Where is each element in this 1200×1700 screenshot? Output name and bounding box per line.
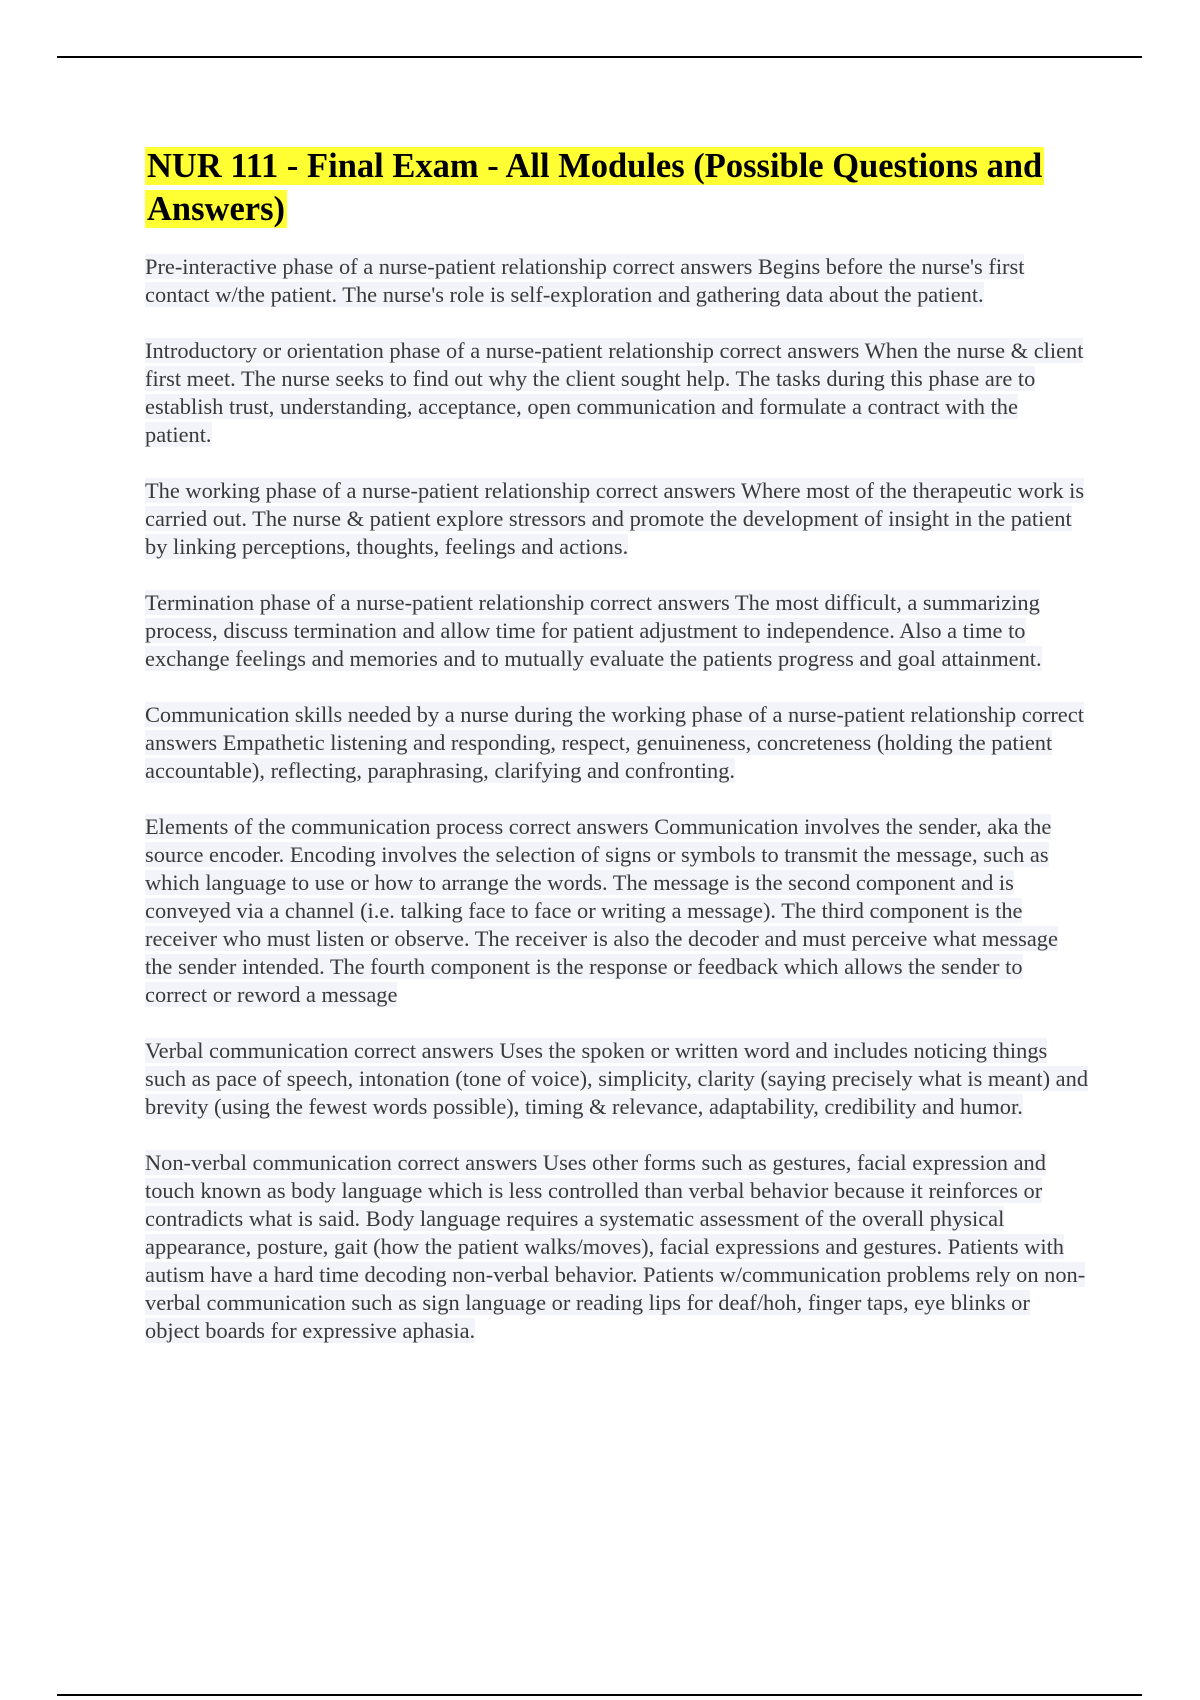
- document-title: [145, 145, 1090, 231]
- qa-entry-text: The working phase of a nurse-patient relationship correct answers Where most of the therapeutic work is carried out. The nurse & patient explore stressors and promote the development of insight in the patient by linking perceptions, thoughts, feelings and actions.: [145, 478, 1085, 559]
- qa-entry: [145, 813, 1090, 1009]
- document-title-text: NUR 111 - Final Exam - All Modules (Possible Questions and Answers): [147, 147, 1043, 228]
- qa-entry: [145, 701, 1090, 785]
- qa-entry: [145, 337, 1090, 449]
- qa-entry: [145, 589, 1090, 673]
- qa-entry-text: Introductory or orientation phase of a nurse-patient relationship correct answers When the nurse & client first meet. The nurse seeks to find out why the client sought help. The tasks during this phase are to establish trust, understanding, acceptance, open communication and formulate a contract with the patient.: [145, 338, 1084, 447]
- qa-entry: [145, 253, 1090, 309]
- qa-entry-text: Termination phase of a nurse-patient relationship correct answers The most difficult, a summarizing process, discuss termination and allow time for patient adjustment to independence. Also a time to exchange feelings and memories and to mutually evaluate the patients progress and goal attainment.: [145, 590, 1042, 671]
- header-rule: [57, 56, 1142, 58]
- qa-entry-text: Elements of the communication process correct answers Communication involves the sender, aka the source encoder. Encoding involves the selection of signs or symbols to transmit the message, such as which language to use or how to arrange the words. The message is the second component and is conveyed via a channel (i.e. talking face to face or writing a message). The third component is the receiver who must listen or observe. The receiver is also the decoder and must perceive what message the sender intended. The fourth component is the response or feedback which allows the sender to correct or reword a message: [145, 814, 1058, 1007]
- qa-entry: [145, 1037, 1090, 1121]
- qa-entry: [145, 477, 1090, 561]
- qa-entry: [145, 1149, 1090, 1345]
- qa-entry-text: Non-verbal communication correct answers Uses other forms such as gestures, facial expression and touch known as body language which is less controlled than verbal behavior because it reinforces or contradicts what is said. Body language requires a systematic assessment of the overall physical appearance, posture, gait (how the patient walks/moves), facial expressions and gestures. Patients with autism have a hard time decoding non-verbal behavior. Patients w/communication problems rely on non-verbal communication such as sign language or reading lips for deaf/hoh, finger taps, eye blinks or object boards for expressive aphasia.: [145, 1150, 1086, 1343]
- qa-entry-text: Verbal communication correct answers Uses the spoken or written word and includes noticing things such as pace of speech, intonation (tone of voice), simplicity, clarity (saying precisely what is meant) and brevity (using the fewest words possible), timing & relevance, adaptability, credibility and humor.: [145, 1038, 1089, 1119]
- qa-entry-text: Pre-interactive phase of a nurse-patient relationship correct answers Begins before the nurse's first contact w/the patient. The nurse's role is self-exploration and gathering data about the patient.: [145, 254, 1025, 307]
- footer-rule: [57, 1694, 1142, 1696]
- qa-entry-text: Communication skills needed by a nurse during the working phase of a nurse-patient relationship correct answers Empathetic listening and responding, respect, genuineness, concreteness (holding the patient accountable), reflecting, paraphrasing, clarifying and confronting.: [145, 702, 1084, 783]
- document-body: [145, 145, 1090, 1373]
